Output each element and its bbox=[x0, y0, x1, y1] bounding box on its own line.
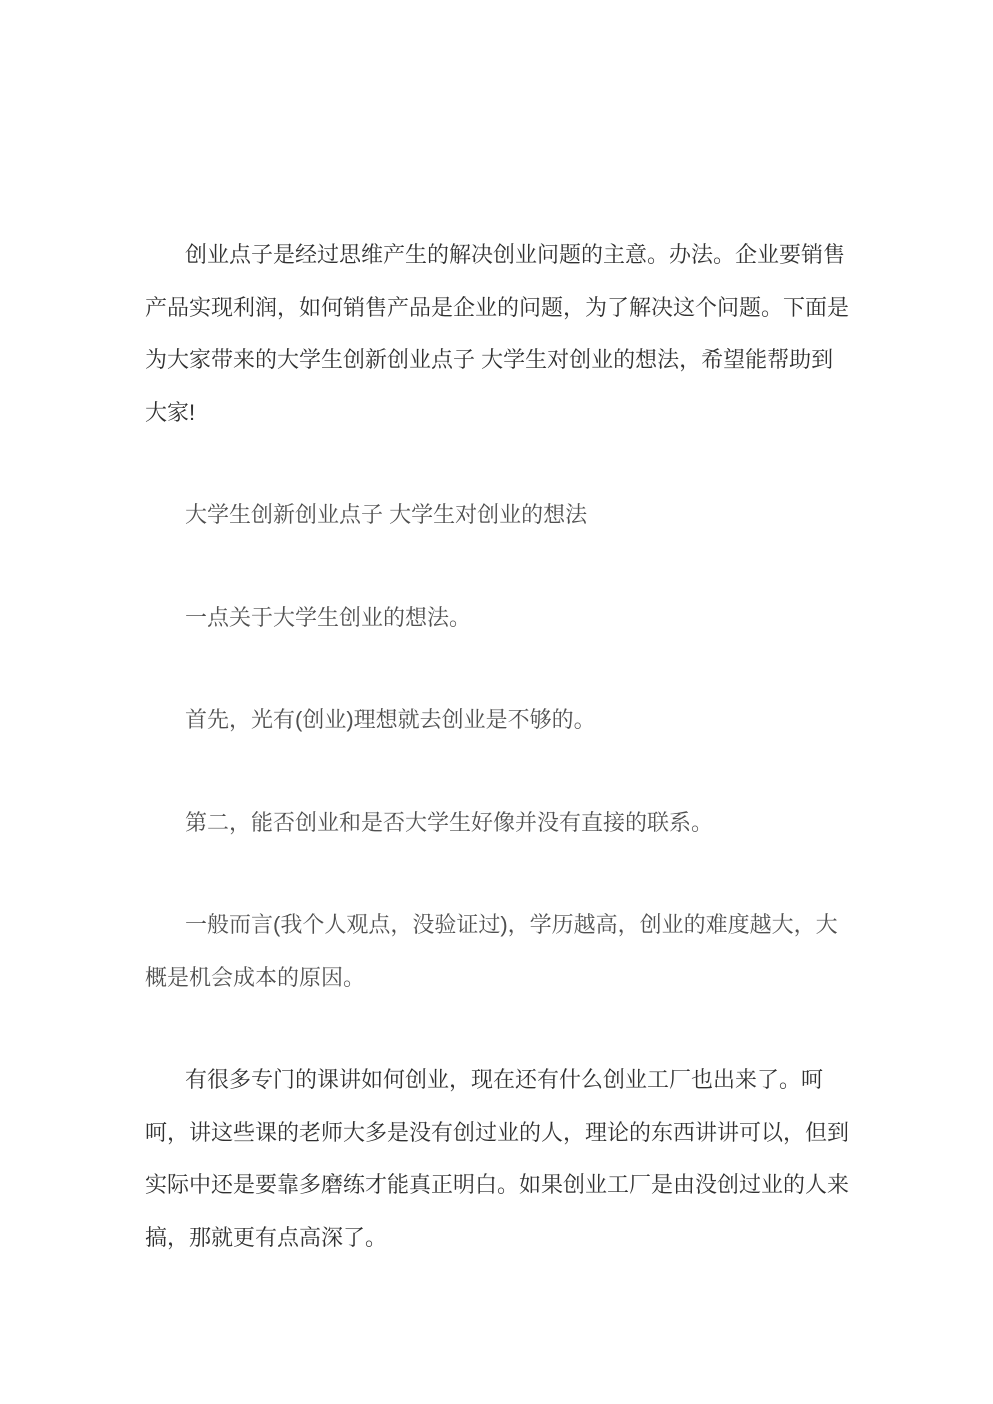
paragraph-title-line: 大学生创新创业点子 大学生对创业的想法 bbox=[185, 502, 588, 527]
paragraph-general-opinion: 一般而言(我个人观点，没验证过)，学历越高，创业的难度越大，大概是机会成本的原因。 bbox=[145, 912, 838, 990]
paragraph-intro: 创业点子是经过思维产生的解决创业问题的主意。办法。企业要销售产品实现利润，如何销售产品是企业的问题，为了解决这个问题。下面是 为大家带来的大学生创新创业点子 大学生对创业的想法，希望能帮助到大家! bbox=[145, 242, 850, 425]
paragraph-closing: 有很多专门的课讲如何创业，现在还有什么创业工厂也出来了。呵呵，讲这些课的老师大多是没有创过业的人，理论的东西讲讲可以，但到实际中还是要靠多磨练才能真正明白。如果创业工厂是由没创过业的人来搞，那就更有点高深了。 bbox=[145, 1067, 850, 1250]
paragraph-thoughts-lead: 一点关于大学生创业的想法。 bbox=[185, 604, 472, 630]
paragraph-point-first: 首先，光有(创业)理想就去创业是不够的。 bbox=[185, 707, 596, 732]
document-body bbox=[145, 229, 849, 1314]
paragraph-point-second: 第二，能否创业和是否大学生好像并没有直接的联系。 bbox=[185, 809, 714, 835]
